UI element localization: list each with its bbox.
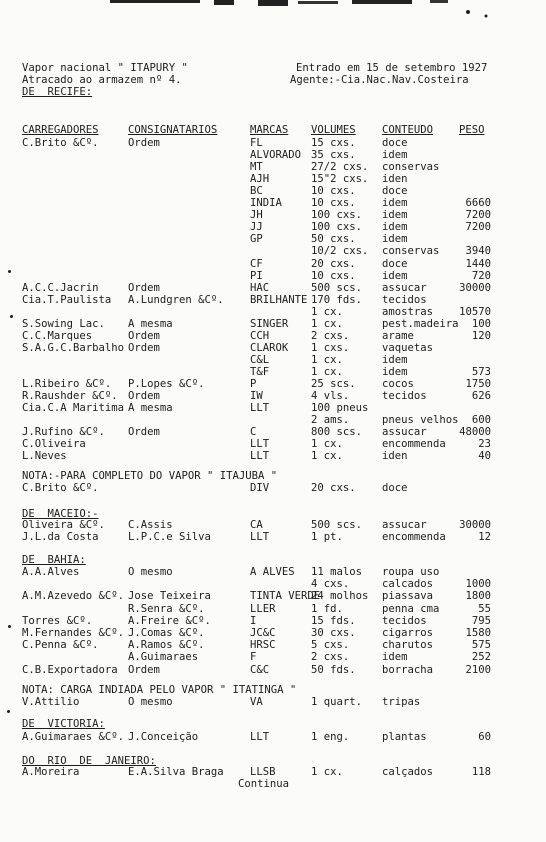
volume-cell: 1 quart. — [311, 696, 363, 708]
content-cell: idem — [382, 233, 408, 246]
volume-cell: 1 cxs. — [311, 341, 350, 354]
content-cell: doce — [382, 257, 408, 270]
volume-cell: 800 scs. — [311, 426, 363, 439]
content-cell: conservas — [382, 245, 440, 258]
volume-cell: 50 fds. — [311, 663, 356, 676]
weight-cell: 12 — [478, 531, 491, 543]
content-cell: charutos — [382, 639, 434, 652]
consignee-cell: A.Guimaraes — [128, 651, 199, 664]
content-cell: piassava — [382, 590, 434, 603]
volume-cell: 10 cxs. — [311, 185, 356, 198]
consignee-cell: Ordem — [128, 426, 160, 439]
consignee-cell: A.Ramos &Cº. — [128, 639, 205, 652]
shipper-cell: L.Ribeiro &Cº. — [22, 378, 112, 390]
volume-cell: 15"2 cxs. — [311, 173, 369, 186]
note-itatinga: NOTA: CARGA INDIADA PELO VAPOR " ITATINGA " — [22, 684, 297, 696]
section-recife: DE RECIFE: — [22, 86, 93, 98]
volume-cell: 20 cxs. — [311, 482, 356, 494]
shipper-cell: A.Moreira — [22, 766, 80, 778]
mark-cell: CLAROK — [250, 341, 289, 354]
shipper-cell: L.Neves — [22, 450, 67, 463]
vessel-name: Vapor nacional " ITAPURY " — [22, 62, 188, 74]
volume-cell: 500 scs. — [311, 519, 363, 531]
weight-cell: 118 — [471, 766, 491, 778]
col-shippers: CARREGADORES — [22, 124, 99, 136]
content-cell: idem — [382, 651, 408, 664]
consignee-cell: Ordem — [128, 390, 160, 403]
content-cell: tecidos — [382, 293, 427, 306]
content-cell: idem — [382, 149, 408, 162]
mark-cell: AJH — [250, 173, 270, 186]
volume-cell: 2 cxs. — [311, 651, 350, 664]
mark-cell: LLER — [250, 602, 276, 615]
mark-cell: C&L — [250, 353, 270, 366]
volume-cell: 1 cx. — [311, 353, 343, 366]
continued-footer: Continua — [238, 778, 290, 790]
volume-cell: 1 pt. — [311, 531, 343, 543]
shipper-cell: Oliveira &Cº. — [22, 519, 105, 531]
mark-cell: JC&C — [250, 627, 276, 639]
consignee-cell: J.Comas &Cº. — [128, 627, 205, 639]
shipper-cell: C.Brito &Cº. — [22, 137, 99, 149]
shipper-cell: S.Sowing Lac. — [22, 317, 105, 330]
consignee-cell: A mesma — [128, 402, 173, 415]
volume-cell: 100 cxs. — [311, 221, 363, 234]
content-cell: assucar — [382, 281, 427, 294]
consignee-cell: J.Conceição — [128, 731, 199, 743]
volume-cell: 1 cx. — [311, 365, 343, 378]
content-cell: tecidos — [382, 614, 427, 627]
col-consignees: CONSIGNATARIOS — [128, 124, 218, 136]
content-cell: borracha — [382, 663, 434, 676]
volume-cell: 15 cxs. — [311, 137, 356, 149]
consignee-cell: O mesmo — [128, 566, 173, 578]
mark-cell: VA — [250, 696, 263, 708]
volume-cell: 500 scs. — [311, 281, 363, 294]
mark-cell: A ALVES — [250, 566, 295, 578]
section-victoria: DE VICTORIA: — [22, 718, 105, 730]
weight-cell: 1000 — [465, 578, 491, 591]
col-contents: CONTEUDO — [382, 124, 434, 136]
content-cell: iden — [382, 173, 408, 186]
volume-cell: 100 cxs. — [311, 209, 363, 222]
weight-cell: 252 — [471, 651, 491, 664]
weight-cell: 120 — [471, 329, 491, 342]
content-cell: iden — [382, 450, 408, 463]
content-cell: encommenda — [382, 531, 446, 543]
mark-cell: TINTA VERDE — [250, 590, 321, 603]
mark-cell: LLT — [250, 438, 270, 451]
shipper-cell: M.Fernandes &Cº. — [22, 627, 125, 639]
scan-speck — [7, 710, 10, 713]
scan-speck — [8, 625, 11, 628]
volume-cell: 2 cxs. — [311, 329, 350, 342]
content-cell: doce — [382, 185, 408, 198]
mark-cell: CCH — [250, 329, 270, 342]
mark-cell: LLT — [250, 450, 270, 463]
mark-cell: I — [250, 614, 257, 627]
section-rio: DO RIO DE JANEIRO: — [22, 755, 156, 767]
mark-cell: P — [250, 378, 257, 390]
weight-cell: 30000 — [459, 519, 491, 531]
weight-cell: 1750 — [465, 378, 491, 390]
mark-cell: INDIA — [250, 197, 282, 210]
mark-cell: MT — [250, 161, 263, 174]
weight-cell: 60 — [478, 731, 491, 743]
mark-cell: DIV — [250, 482, 270, 494]
mark-cell: HRSC — [250, 639, 276, 652]
weight-cell: 48000 — [459, 426, 491, 439]
volume-cell: 170 fds. — [311, 293, 363, 306]
scan-speck — [10, 315, 13, 318]
content-cell: assucar — [382, 426, 427, 439]
volume-cell: 1 fd. — [311, 602, 343, 615]
content-cell: encommenda — [382, 438, 446, 451]
consignee-cell: R.Senra &Cº. — [128, 602, 205, 615]
section-maceio: DE MACEIO:- — [22, 508, 99, 520]
mark-cell: C — [250, 426, 257, 439]
mark-cell: LLT — [250, 731, 270, 743]
content-cell: tecidos — [382, 390, 427, 403]
berth-info: Atracado ao armazem nº 4. — [22, 74, 182, 86]
content-cell: assucar — [382, 519, 427, 531]
shipper-cell: V.Attilio — [22, 696, 80, 708]
mark-cell: T&F — [250, 365, 270, 378]
mark-cell: F — [250, 651, 257, 664]
mark-cell: HAC — [250, 281, 270, 294]
volume-cell: 4 vls. — [311, 390, 350, 403]
content-cell: roupa uso — [382, 566, 440, 578]
mark-cell: LLSB — [250, 766, 276, 778]
weight-cell: 55 — [478, 602, 491, 615]
shipper-cell: S.A.G.C.Barbalho — [22, 341, 125, 354]
weight-cell: 573 — [471, 365, 491, 378]
volume-cell: 5 cxs. — [311, 639, 350, 652]
shipper-cell: J.Rufino &Cº. — [22, 426, 105, 439]
content-cell: idem — [382, 353, 408, 366]
shipper-cell: C.Brito &Cº. — [22, 482, 99, 494]
mark-cell: LLT — [250, 531, 270, 543]
shipper-cell: A.A.Alves — [22, 566, 80, 578]
content-cell: idem — [382, 269, 408, 282]
agent-info: Agente:-Cia.Nac.Nav.Costeira — [290, 74, 469, 86]
scan-speck — [8, 270, 11, 273]
content-cell: doce — [382, 482, 408, 494]
content-cell: calcados — [382, 578, 434, 591]
consignee-cell: C.Assis — [128, 519, 173, 531]
volume-cell: 1 cx. — [311, 450, 343, 463]
volume-cell: 50 cxs. — [311, 233, 356, 246]
shipper-cell: Torres &Cº. — [22, 614, 93, 627]
content-cell: plantas — [382, 731, 427, 743]
weight-cell: 7200 — [465, 221, 491, 234]
volume-cell: 1 cx. — [311, 317, 343, 330]
scan-edge-noise — [0, 0, 546, 22]
weight-cell: 7200 — [465, 209, 491, 222]
shipper-cell: Cia.C.A Maritima — [22, 402, 125, 415]
content-cell: penna cma — [382, 602, 440, 615]
weight-cell: 600 — [471, 414, 491, 427]
content-cell: amostras — [382, 305, 434, 318]
consignee-cell: O mesmo — [128, 696, 173, 708]
content-cell: idem — [382, 365, 408, 378]
mark-cell: BC — [250, 185, 263, 198]
mark-cell: LLT — [250, 402, 270, 415]
mark-cell: SINGER — [250, 317, 289, 330]
mark-cell: GP — [250, 233, 263, 246]
volume-cell: 11 malos — [311, 566, 363, 578]
mark-cell: IW — [250, 390, 263, 403]
volume-cell: 10/2 cxs. — [311, 245, 369, 258]
volume-cell: 24 molhos — [311, 590, 369, 603]
weight-cell: 2100 — [465, 663, 491, 676]
weight-cell: 6660 — [465, 197, 491, 210]
weight-cell: 720 — [471, 269, 491, 282]
content-cell: idem — [382, 197, 408, 210]
volume-cell: 25 scs. — [311, 378, 356, 390]
volume-cell: 35 cxs. — [311, 149, 356, 162]
weight-cell: 100 — [471, 317, 491, 330]
volume-cell: 30 cxs. — [311, 627, 356, 639]
weight-cell: 1440 — [465, 257, 491, 270]
volume-cell: 1 cx. — [311, 438, 343, 451]
mark-cell: PI — [250, 269, 263, 282]
volume-cell: 27/2 cxs. — [311, 161, 369, 174]
weight-cell: 1800 — [465, 590, 491, 603]
volume-cell: 100 pneus — [311, 402, 369, 415]
shipper-cell: A.C.C.Jacrin — [22, 281, 99, 294]
weight-cell: 30000 — [459, 281, 491, 294]
weight-cell: 795 — [471, 614, 491, 627]
mark-cell: CA — [250, 519, 263, 531]
entry-date: Entrado em 15 de setembro 1927 — [296, 62, 488, 74]
consignee-cell: Ordem — [128, 341, 160, 354]
content-cell: arame — [382, 329, 414, 342]
shipper-cell: C.Oliveira — [22, 438, 86, 451]
volume-cell: 20 cxs. — [311, 257, 356, 270]
mark-cell: C&C — [250, 663, 270, 676]
consignee-cell: A.Freire &Cº. — [128, 614, 211, 627]
weight-cell: 1580 — [465, 627, 491, 639]
consignee-cell: Jose Teixeira — [128, 590, 211, 603]
volume-cell: 2 ams. — [311, 414, 350, 427]
shipper-cell: A.M.Azevedo &Cº. — [22, 590, 125, 603]
consignee-cell: Ordem — [128, 663, 160, 676]
weight-cell: 575 — [471, 639, 491, 652]
content-cell: idem — [382, 209, 408, 222]
shipper-cell: R.Raushder &Cº. — [22, 390, 118, 403]
consignee-cell: A mesma — [128, 317, 173, 330]
volume-cell: 10 cxs. — [311, 269, 356, 282]
volume-cell: 10 cxs. — [311, 197, 356, 210]
volume-cell: 4 cxs. — [311, 578, 350, 591]
content-cell: pneus velhos — [382, 414, 459, 427]
mark-cell: ALVORADO — [250, 149, 302, 162]
weight-cell: 40 — [478, 450, 491, 463]
volume-cell: 1 eng. — [311, 731, 350, 743]
content-cell: conservas — [382, 161, 440, 174]
shipper-cell: C.B.Exportadora — [22, 663, 118, 676]
consignee-cell: P.Lopes &Cº. — [128, 378, 205, 390]
weight-cell: 23 — [478, 438, 491, 451]
consignee-cell: L.P.C.e Silva — [128, 531, 211, 543]
col-volumes: VOLUMES — [311, 124, 356, 136]
shipper-cell: C.C.Marques — [22, 329, 93, 342]
mark-cell: CF — [250, 257, 263, 270]
mark-cell: JJ — [250, 221, 263, 234]
mark-cell: JH — [250, 209, 263, 222]
content-cell: cocos — [382, 378, 414, 390]
mark-cell: FL — [250, 137, 263, 149]
content-cell: tripas — [382, 696, 421, 708]
volume-cell: 15 fds. — [311, 614, 356, 627]
consignee-cell: Ordem — [128, 137, 160, 149]
content-cell: doce — [382, 137, 408, 149]
content-cell: pest.madeira — [382, 317, 459, 330]
consignee-cell: E.A.Silva Braga — [128, 766, 224, 778]
content-cell: calçados — [382, 766, 434, 778]
weight-cell: 626 — [471, 390, 491, 403]
consignee-cell: Ordem — [128, 281, 160, 294]
shipper-cell: C.Penna &Cº. — [22, 639, 99, 652]
note-itajuba: NOTA:-PARA COMPLETO DO VAPOR " ITAJUBA " — [22, 470, 278, 482]
volume-cell: 1 cx. — [311, 305, 343, 318]
volume-cell: 1 cx. — [311, 766, 343, 778]
shipper-cell: A.Guimaraes &Cº. — [22, 731, 125, 743]
col-marks: MARCAS — [250, 124, 289, 136]
section-bahia: DE BAHIA: — [22, 554, 86, 566]
mark-cell: BRILHANTE — [250, 293, 308, 306]
weight-cell: 10570 — [459, 305, 491, 318]
content-cell: idem — [382, 221, 408, 234]
consignee-cell: A.Lundgren &Cº. — [128, 293, 224, 306]
shipper-cell: Cia.T.Paulista — [22, 293, 112, 306]
content-cell: vaquetas — [382, 341, 434, 354]
col-weight: PESO — [459, 124, 485, 136]
consignee-cell: Ordem — [128, 329, 160, 342]
shipper-cell: J.L.da Costa — [22, 531, 99, 543]
weight-cell: 3940 — [465, 245, 491, 258]
content-cell: cigarros — [382, 627, 434, 639]
